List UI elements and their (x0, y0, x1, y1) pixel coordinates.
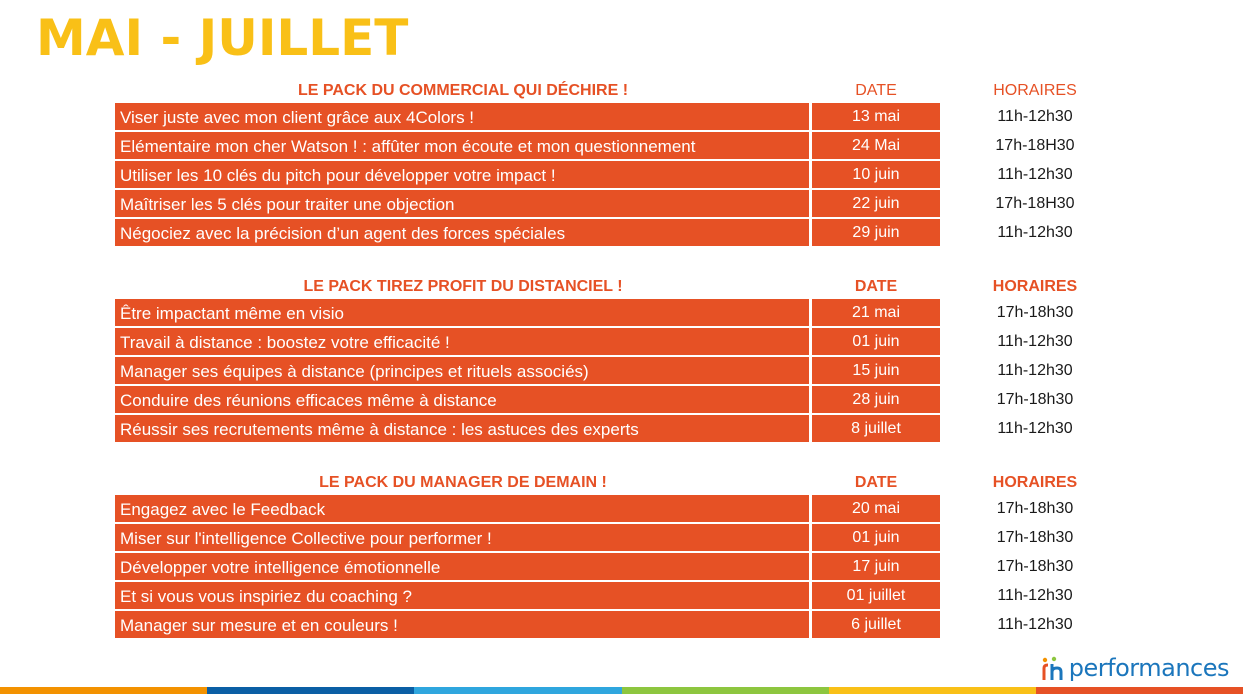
session-date: 8 juillet (812, 415, 940, 442)
date-header: DATE (855, 82, 897, 99)
session-hours: 11h-12h30 (997, 108, 1073, 125)
session-row (0, 161, 1243, 190)
session-title: Manager sur mesure et en couleurs ! (115, 611, 809, 638)
session-date: 28 juin (812, 386, 940, 413)
session-title: Viser juste avec mon client grâce aux 4Colors ! (115, 103, 809, 130)
session-row (0, 299, 1243, 328)
session-date: 01 juin (812, 524, 940, 551)
rh-performances-logo (1041, 652, 1229, 684)
session-title: Réussir ses recrutements même à distance : les astuces des experts (115, 415, 809, 442)
stripe-segment (1036, 687, 1243, 694)
stripe-segment (0, 687, 207, 694)
session-hours: 17h-18h30 (996, 391, 1074, 408)
session-title: Engagez avec le Feedback (115, 495, 809, 522)
stripe-segment (622, 687, 829, 694)
session-hours: 17h-18H30 (995, 137, 1075, 154)
session-list (0, 299, 1243, 444)
logo-text: performances (1068, 654, 1229, 682)
stripe-segment (414, 687, 621, 694)
hours-header: HORAIRES (992, 474, 1078, 491)
session-date: 01 juin (812, 328, 940, 355)
session-hours: 11h-12h30 (997, 224, 1073, 241)
session-hours: 11h-12h30 (997, 616, 1073, 633)
session-title: Manager ses équipes à distance (principes et rituels associés) (115, 357, 809, 384)
session-hours: 11h-12h30 (997, 420, 1073, 437)
session-date: 17 juin (812, 553, 940, 580)
session-hours: 11h-12h30 (997, 166, 1073, 183)
session-row (0, 103, 1243, 132)
session-row (0, 582, 1243, 611)
session-row (0, 495, 1243, 524)
session-date: 13 mai (812, 103, 940, 130)
session-row (0, 357, 1243, 386)
color-stripe (0, 687, 1243, 694)
page-title: MAI - JUILLET (36, 9, 409, 67)
session-row (0, 553, 1243, 582)
date-header: DATE (854, 278, 898, 295)
session-row (0, 386, 1243, 415)
session-title: Développer votre intelligence émotionnelle (115, 553, 809, 580)
session-row (0, 132, 1243, 161)
session-date: 15 juin (812, 357, 940, 384)
session-row (0, 611, 1243, 640)
session-hours: 11h-12h30 (997, 333, 1073, 350)
session-row (0, 524, 1243, 553)
session-title: Miser sur l'intelligence Collective pour performer ! (115, 524, 809, 551)
session-date: 20 mai (812, 495, 940, 522)
session-row (0, 415, 1243, 444)
session-date: 21 mai (812, 299, 940, 326)
session-hours: 17h-18h30 (996, 558, 1074, 575)
rh-logo-icon (1041, 655, 1067, 681)
session-title: Utiliser les 10 clés du pitch pour développer votre impact ! (115, 161, 809, 188)
pack-title: LE PACK DU MANAGER DE DEMAIN ! (319, 474, 607, 491)
stripe-segment (829, 687, 1036, 694)
session-title: Maîtriser les 5 clés pour traiter une objection (115, 190, 809, 217)
session-title: Et si vous vous inspiriez du coaching ? (115, 582, 809, 609)
pack-title: LE PACK TIREZ PROFIT DU DISTANCIEL ! (303, 278, 623, 295)
session-hours: 17h-18h30 (996, 304, 1074, 321)
session-hours: 17h-18h30 (996, 500, 1074, 517)
hours-header: HORAIRES (993, 82, 1077, 99)
session-hours: 11h-12h30 (997, 587, 1073, 604)
session-hours: 11h-12h30 (997, 362, 1073, 379)
date-header: DATE (854, 474, 898, 491)
session-date: 6 juillet (812, 611, 940, 638)
session-row (0, 219, 1243, 248)
session-title: Être impactant même en visio (115, 299, 809, 326)
session-title: Elémentaire mon cher Watson ! : affûter mon écoute et mon questionnement (115, 132, 809, 159)
hours-header: HORAIRES (992, 278, 1078, 295)
session-title: Travail à distance : boostez votre efficacité ! (115, 328, 809, 355)
session-row (0, 328, 1243, 357)
session-date: 10 juin (812, 161, 940, 188)
session-hours: 17h-18h30 (996, 529, 1074, 546)
session-title: Négociez avec la précision d’un agent des forces spéciales (115, 219, 809, 246)
session-list (0, 495, 1243, 640)
session-title: Conduire des réunions efficaces même à distance (115, 386, 809, 413)
stripe-segment (207, 687, 414, 694)
session-list (0, 103, 1243, 248)
session-date: 01 juillet (812, 582, 940, 609)
session-date: 22 juin (812, 190, 940, 217)
session-date: 24 Mai (812, 132, 940, 159)
session-hours: 17h-18H30 (995, 195, 1075, 212)
pack-title: LE PACK DU COMMERCIAL QUI DÉCHIRE ! (297, 82, 629, 99)
session-row (0, 190, 1243, 219)
session-date: 29 juin (812, 219, 940, 246)
